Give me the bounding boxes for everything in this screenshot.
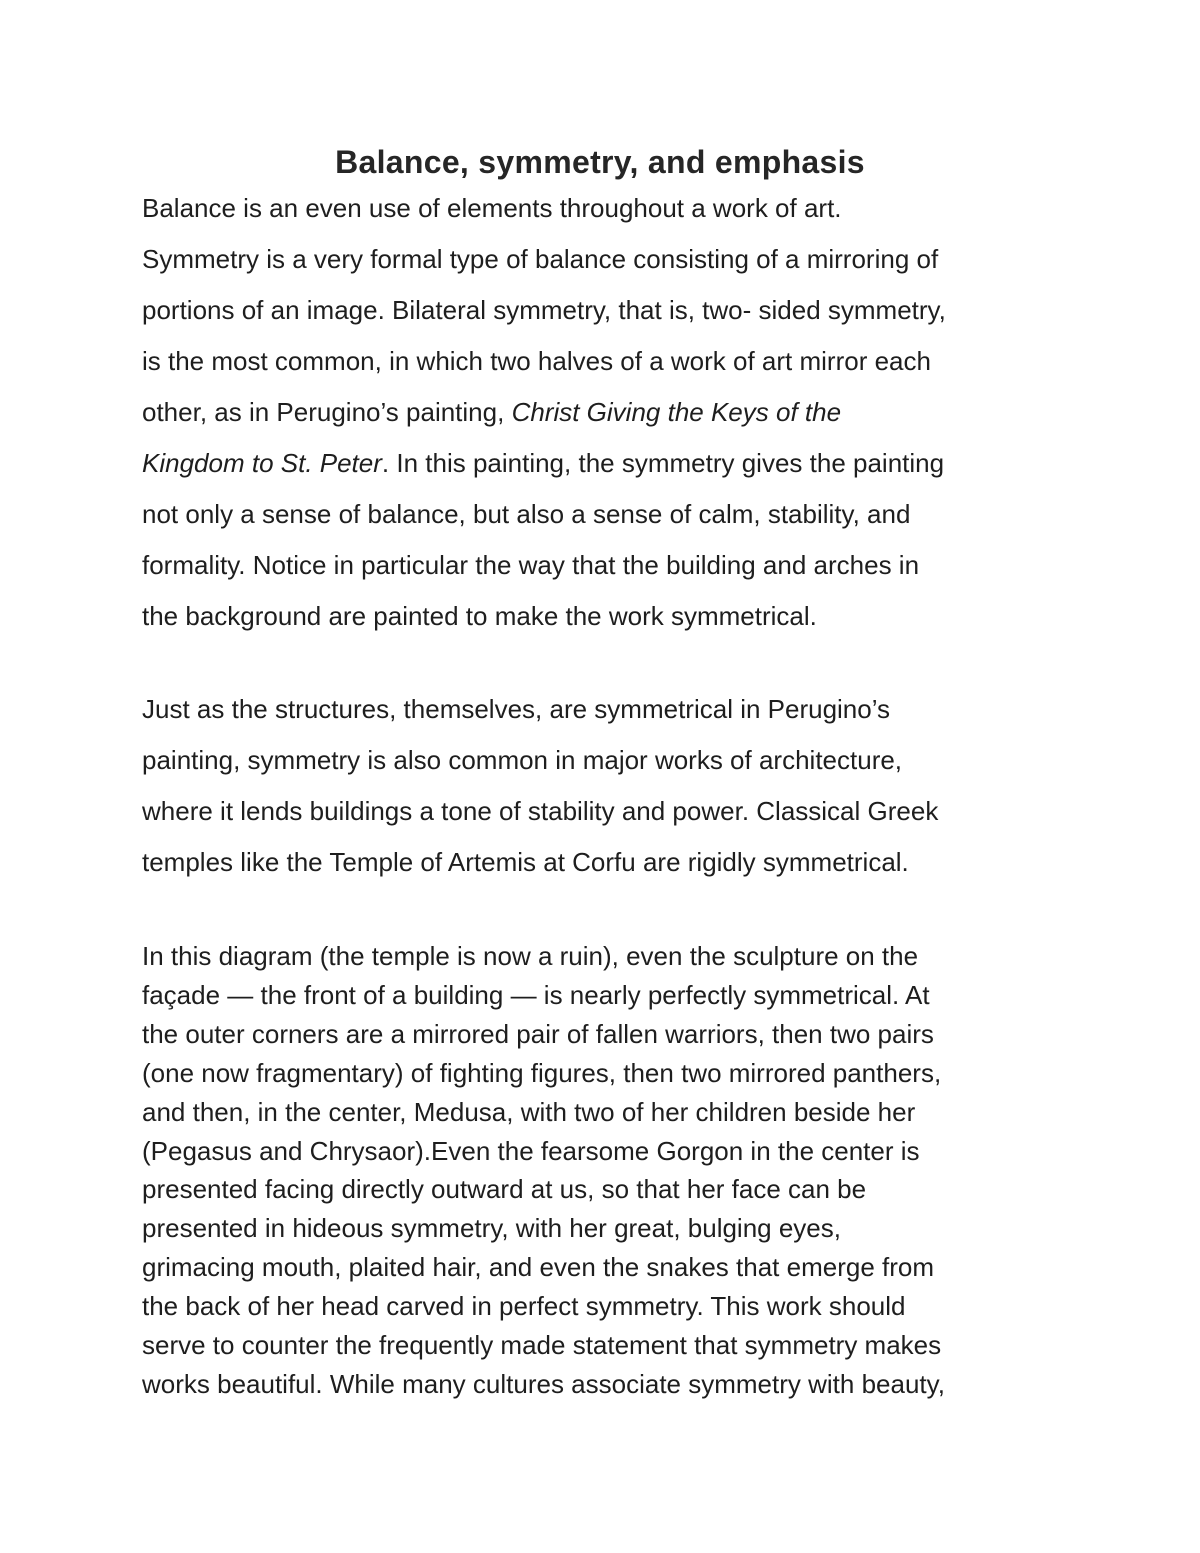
text-line: portions of an image. Bilateral symmetry, that is, two- sided symmetry, [142,295,946,325]
text-line: painting, symmetry is also common in major works of architecture, [142,745,903,775]
text-line: Symmetry is a very formal type of balance consisting of a mirroring of [142,244,939,274]
text-line: Balance is an even use of elements throughout a work of art. [142,193,842,223]
text-line: grimacing mouth, plaited hair, and even the snakes that emerge from [142,1252,934,1283]
text-line: presented facing directly outward at us, so that her face can be [142,1174,867,1205]
text-line: temples like the Temple of Artemis at Corfu are rigidly symmetrical. [142,847,909,877]
text-line: façade — the front of a building — is nearly perfectly symmetrical. At [142,979,930,1010]
artwork-title: Christ Giving the Keys of the [511,397,842,427]
artwork-title: Kingdom to St. Peter [142,448,382,478]
text-line: presented in hideous symmetry, with her great, bulging eyes, [142,1213,841,1244]
text-line [142,438,1072,489]
text-line: and then, in the center, Medusa, with two of her children beside her [142,1096,916,1127]
text-segment: . In this painting, the symmetry gives the painting [381,448,945,478]
text-line: serve to counter the frequently made statement that symmetry makes [142,1330,942,1361]
text-line: In this diagram (the temple is now a ruin), even the sculpture on the [142,941,919,971]
text-line: the background are painted to make the work symmetrical. [142,601,817,631]
text-line: (Pegasus and Chrysaor).Even the fearsome Gorgon in the center is [142,1135,920,1166]
text-line: formality. Notice in particular the way that the building and arches in [142,550,920,580]
text-line: works beautiful. While many cultures associate symmetry with beauty, [142,1368,945,1399]
text-line: Just as the structures, themselves, are symmetrical in Perugino’s [142,694,891,724]
text-segment: other, as in Perugino’s painting, [142,397,512,427]
text-line: not only a sense of balance, but also a sense of calm, stability, and [142,499,911,529]
page-title: Balance, symmetry, and emphasis [335,144,865,180]
text-line: (one now fragmentary) of fighting figures, then two mirrored panthers, [142,1057,942,1088]
text-line: where it lends buildings a tone of stability and power. Classical Greek [142,796,939,826]
text-line: the back of her head carved in perfect symmetry. This work should [142,1291,906,1322]
text-line [142,387,1072,438]
text-line: the outer corners are a mirrored pair of fallen warriors, then two pairs [142,1018,934,1049]
paragraph-balance [142,183,1072,642]
paragraph-temple-diagram [142,937,1072,1404]
text-line: is the most common, in which two halves of a work of art mirror each [142,346,931,376]
paragraph-architecture [142,684,1072,888]
